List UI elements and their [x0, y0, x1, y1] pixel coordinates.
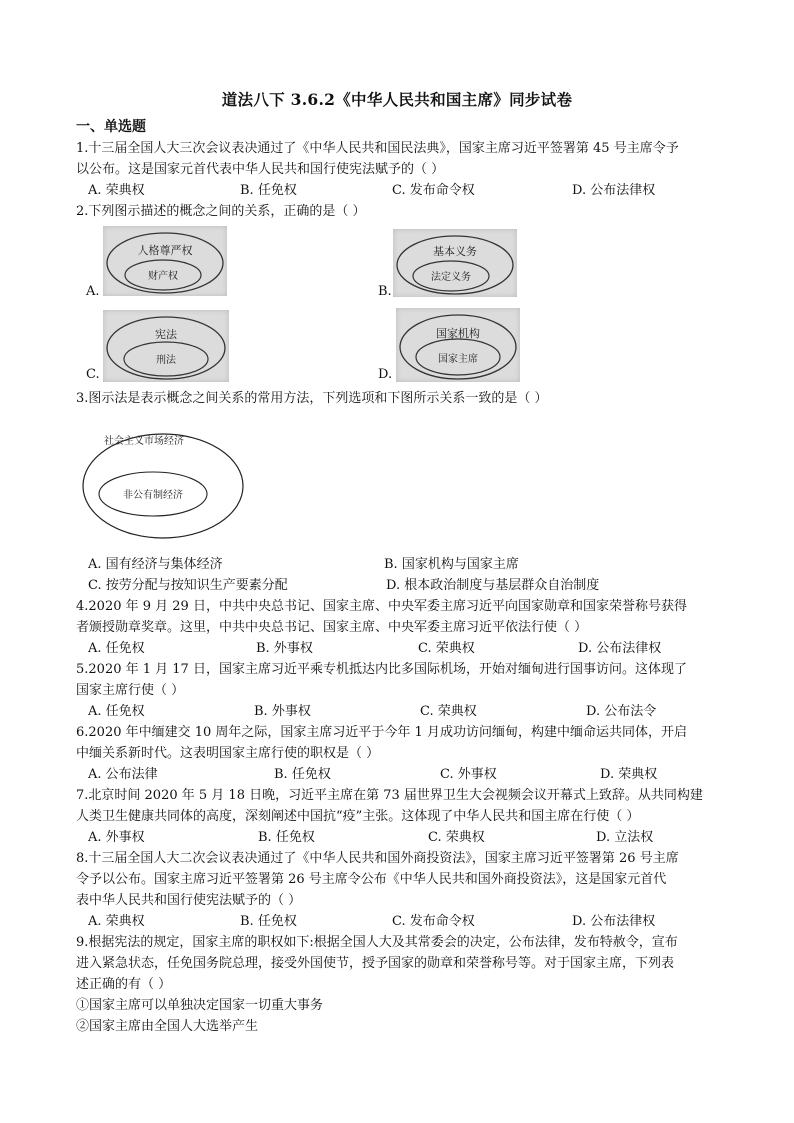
question-5-option-a[interactable]: A. 任免权 [88, 704, 145, 719]
question-2-figure-d[interactable] [396, 308, 520, 382]
question-3-option-a[interactable]: A. 国有经济与集体经济 [88, 557, 223, 572]
nested-ellipse-diagram [396, 308, 520, 382]
question-4-line-1: 4.2020 年 9 月 29 日，中共中央总书记、国家主席、中央军委主席习近平向国家勋章和国家荣誉称号获得 [76, 599, 687, 614]
question-9-line-2: 进入紧急状态，任免国务院总理，接受外国使节，授予国家的勋章和荣誉称号等。对于国家主席，下列表 [76, 956, 675, 971]
outer-concept-label: 基本义务 [433, 245, 477, 258]
question-1-option-b[interactable]: B. 任免权 [240, 183, 297, 198]
outer-concept-label: 社会主义市场经济 [104, 436, 184, 447]
nested-ellipse-diagram [103, 226, 227, 296]
question-6-option-b[interactable]: B. 任免权 [274, 767, 331, 782]
question-9-line-1: 9.根据宪法的规定，国家主席的职权如下:根据全国人大及其常委会的决定，公布法律，发布特赦令，宣布 [76, 935, 678, 950]
inner-concept-label: 国家主席 [438, 354, 478, 365]
question-8-option-c[interactable]: C. 发布命令权 [392, 914, 475, 929]
question-2-option-c-label[interactable]: C. [86, 367, 100, 382]
question-2-option-d-label[interactable]: D. [378, 367, 393, 382]
question-5-option-d[interactable]: D. 公布法令 [586, 704, 657, 719]
question-3-figure [76, 420, 256, 550]
question-7-option-a[interactable]: A. 外事权 [88, 830, 145, 845]
question-5-line-2: 国家主席行使（ ） [76, 683, 185, 698]
question-1-option-a[interactable]: A. 荣典权 [88, 183, 145, 198]
section-heading: 一、单选题 [76, 119, 146, 135]
question-3-option-c[interactable]: C. 按劳分配与按知识生产要素分配 [88, 578, 288, 593]
inner-concept-label: 法定义务 [431, 272, 471, 283]
question-6-option-d[interactable]: D. 荣典权 [600, 767, 658, 782]
question-6-line-1: 6.2020 年中缅建交 10 周年之际，国家主席习近平于今年 1 月成功访问缅甸，构建中缅命运共同体，开启 [76, 725, 687, 740]
question-1-option-c[interactable]: C. 发布命令权 [392, 183, 475, 198]
question-2-line-1: 2.下列图示描述的概念之间的关系，正确的是（ ） [76, 204, 366, 219]
inner-concept-label: 财产权 [148, 271, 178, 282]
question-8-line-2: 令予以公布。国家主席习近平签署第 26 号主席令公布《中华人民共和国外商投资法》，这是国家元首代 [76, 872, 667, 887]
question-9-statement-2[interactable]: ②国家主席由全国人大选举产生 [76, 1019, 259, 1034]
question-8-line-3: 表中华人民共和国行使宪法赋予的（ ） [76, 893, 302, 908]
question-6-line-2: 中缅关系新时代。这表明国家主席行使的职权是（ ） [76, 746, 380, 761]
nested-ellipse-diagram [76, 420, 256, 550]
question-7-option-c[interactable]: C. 荣典权 [428, 830, 485, 845]
question-5-line-1: 5.2020 年 1 月 17 日，国家主席习近平乘专机抵达内比多国际机场，开始对缅甸进行国事访问。这体现了 [76, 662, 687, 677]
question-9-statement-1[interactable]: ①国家主席可以单独决定国家一切重大事务 [76, 998, 324, 1013]
question-8-option-b[interactable]: B. 任免权 [240, 914, 297, 929]
question-2-option-a-label[interactable]: A. [86, 284, 100, 299]
question-3-option-d[interactable]: D. 根本政治制度与基层群众自治制度 [386, 578, 600, 593]
question-2-figure-b[interactable] [393, 229, 517, 297]
inner-concept-label: 非公有制经济 [123, 490, 183, 501]
outer-concept-label: 国家机构 [436, 327, 480, 340]
question-1-option-d[interactable]: D. 公布法律权 [572, 183, 656, 198]
question-4-option-d[interactable]: D. 公布法律权 [578, 641, 662, 656]
nested-ellipse-diagram [103, 310, 229, 382]
page-title: 道法八下 3.6.2《中华人民共和国主席》同步试卷 [221, 90, 573, 109]
question-5-option-c[interactable]: C. 荣典权 [420, 704, 477, 719]
question-9-line-3: 述正确的有（ ） [76, 977, 172, 992]
question-3-option-b[interactable]: B. 国家机构与国家主席 [384, 557, 519, 572]
question-8-option-d[interactable]: D. 公布法律权 [572, 914, 656, 929]
question-7-line-1: 7.北京时间 2020 年 5 月 18 日晚，习近平主席在第 73 届世界卫生大会视频会议开幕式上致辞。从共同构建 [76, 788, 703, 803]
nested-ellipse-diagram [393, 229, 517, 297]
question-7-option-b[interactable]: B. 任免权 [258, 830, 315, 845]
question-6-option-a[interactable]: A. 公布法律 [88, 767, 158, 782]
question-2-option-b-label[interactable]: B. [378, 284, 392, 299]
question-7-line-2: 人类卫生健康共同体的高度，深刻阐述中国抗“疫”主张。这体现了中华人民共和国主席在行使（ ） [76, 809, 640, 824]
outer-concept-label: 人格尊严权 [137, 244, 193, 257]
question-2-figure-a[interactable] [103, 226, 227, 296]
inner-concept-label: 刑法 [156, 355, 176, 366]
question-4-option-a[interactable]: A. 任免权 [88, 641, 145, 656]
question-1-line-2: 以公布。这是国家元首代表中华人民共和国行使宪法赋予的（ ） [76, 162, 445, 177]
question-5-option-b[interactable]: B. 外事权 [254, 704, 311, 719]
question-3-line-1: 3.图示法是表示概念之间关系的常用方法，下列选项和下图所示关系一致的是（ ） [76, 391, 548, 406]
question-8-option-a[interactable]: A. 荣典权 [88, 914, 145, 929]
question-8-line-1: 8.十三届全国人大二次会议表决通过了《中华人民共和国外商投资法》，国家主席习近平签署第 26 号主席 [76, 851, 679, 866]
question-2-figure-c[interactable] [103, 310, 229, 382]
question-1-line-1: 1.十三届全国人大三次会议表决通过了《中华人民共和国民法典》，国家主席习近平签署第 45 号主席令予 [76, 141, 679, 156]
question-4-option-c[interactable]: C. 荣典权 [418, 641, 475, 656]
question-6-option-c[interactable]: C. 外事权 [440, 767, 497, 782]
question-4-line-2: 者颁授勋章奖章。这里，中共中央总书记、国家主席、中央军委主席习近平依法行使（ ） [76, 620, 588, 635]
question-7-option-d[interactable]: D. 立法权 [596, 830, 654, 845]
question-4-option-b[interactable]: B. 外事权 [256, 641, 313, 656]
outer-concept-label: 宪法 [155, 328, 177, 341]
